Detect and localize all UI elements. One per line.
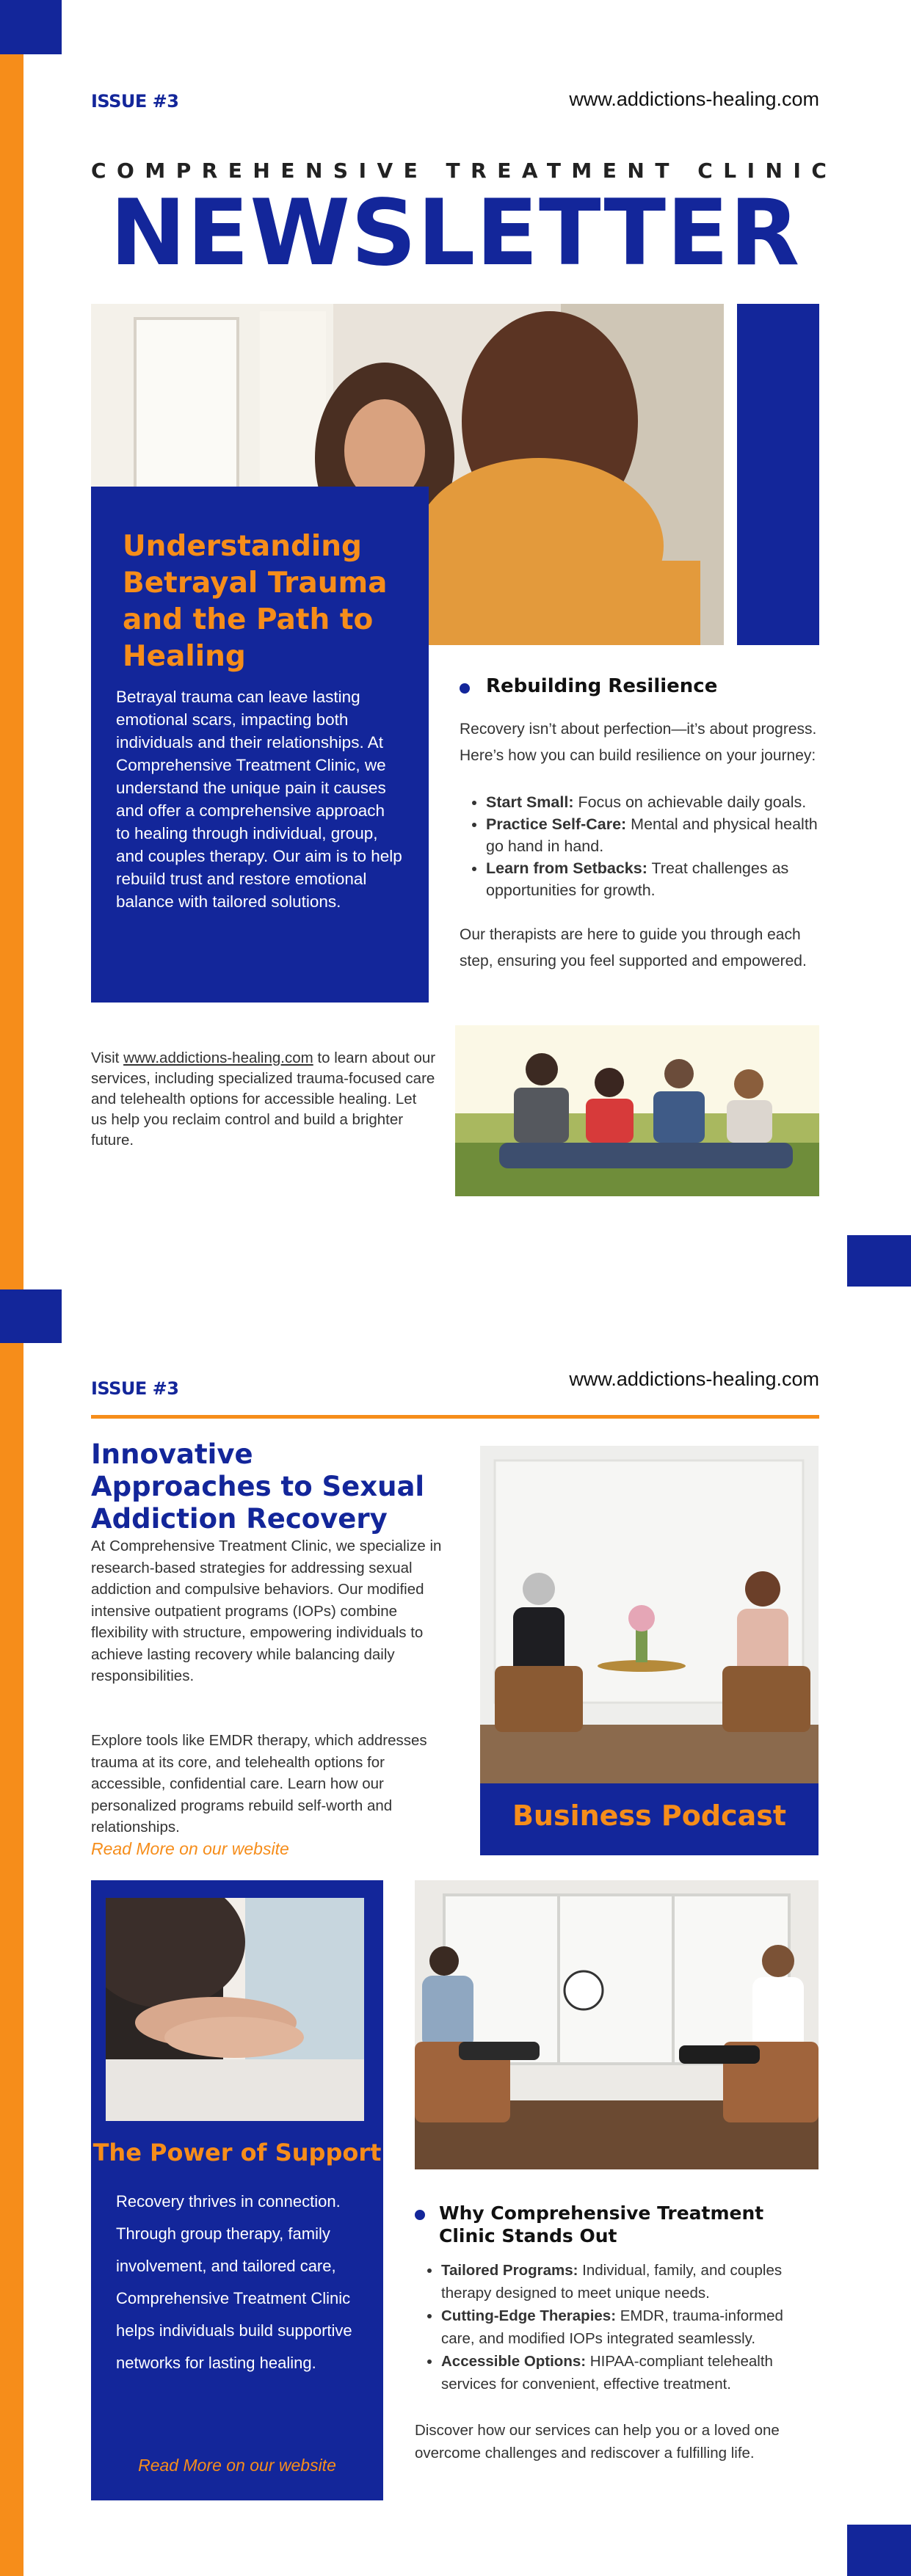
- feature-title: Understanding Betrayal Trauma and the Path to Healing: [123, 530, 388, 673]
- corner-block-middle: [0, 1289, 62, 1343]
- list-item: [486, 791, 822, 813]
- visit-paragraph: [91, 1048, 436, 1151]
- masthead-title: NEWSLETTER: [109, 181, 801, 286]
- article-paragraph-1: At Comprehensive Treatment Clinic, we specialize in research-based strategies for addressing sexual addiction and compulsive behaviors. Our modified intensive outpatient programs (IOPs) combine flexibility with structure, empowering individuals to achieve lasting recovery while balancing daily responsibilities.: [91, 1538, 442, 1684]
- issue-label: ISSUE #3: [91, 91, 179, 112]
- why-outro: Discover how our services can help you or a loved one overcome challenges and rediscover a fulfilling life.: [415, 2422, 780, 2462]
- read-more-link[interactable]: Read More on our website: [91, 1839, 289, 1858]
- support-body: Recovery thrives in connection. Through group therapy, family involvement, and tailored care, Comprehensive Treatment Clinic helps individuals build supportive networks for lasting healing.: [116, 2192, 352, 2372]
- list-item: [441, 2259, 820, 2304]
- corner-block-top: [0, 0, 62, 54]
- list-item: [441, 2304, 820, 2350]
- clinic-name: COMPREHENSIVE TREATMENT CLINIC: [91, 159, 838, 183]
- support-title: The Power of Support: [92, 2139, 382, 2166]
- heading-bullet-icon: [460, 683, 470, 694]
- hero-side-block: [737, 304, 819, 645]
- article-paragraph-2: Explore tools like EMDR therapy, which addresses trauma at its core, and telehealth options for accessible, confidential care. Learn how our personalized programs rebuild self-worth and relationships.: [91, 1732, 427, 1835]
- visit-suffix: to learn about our services, including specialized trauma-focused care and telehealth options for accessible healing. Let us help you reclaim control and build a brighter future.: [91, 1049, 436, 1149]
- list-item-label: Learn from Setbacks:: [486, 859, 647, 877]
- list-item-text: Focus on achievable daily goals.: [573, 793, 807, 811]
- list-item-label: Cutting-Edge Therapies:: [441, 2307, 617, 2324]
- heading-bullet-icon: [415, 2210, 425, 2220]
- list-item-text: HIPAA-compliant telehealth services for convenient, effective treatment.: [441, 2353, 773, 2393]
- list-item-text: Mental and physical health go hand in hand.: [486, 815, 818, 855]
- list-item-label: Accessible Options:: [441, 2353, 587, 2370]
- visit-prefix: Visit: [91, 1049, 124, 1066]
- website-link[interactable]: www.addictions-healing.com: [123, 1049, 313, 1066]
- resilience-intro: Recovery isn’t about perfection—it’s about progress. Here’s how you can build resilience on your journey:: [460, 721, 817, 764]
- why-list: [415, 2259, 820, 2395]
- support-read-more-link[interactable]: Read More on our website: [138, 2456, 336, 2475]
- list-item: [486, 813, 822, 857]
- feature-body: Betrayal trauma can leave lasting emotional scars, impacting both individuals and their relationships. At Comprehensive Treatment Clinic, we understand the unique pain it causes and offer a comprehensive approach to healing through individual, group, and couples therapy. Our aim is to help rebuild trust and restore emotional balance with tailored solutions.: [116, 688, 402, 911]
- podcast-label: Business Podcast: [512, 1800, 787, 1832]
- resilience-outro: Our therapists are here to guide you through each step, ensuring you feel supported and empowered.: [460, 926, 807, 969]
- list-item-label: Start Small:: [486, 793, 574, 811]
- left-accent-bar-2: [0, 1343, 23, 2576]
- article-title: Innovative Approaches to Sexual Addiction Recovery: [91, 1438, 425, 1535]
- divider-orange: [91, 1415, 819, 1419]
- list-item-text: Treat challenges as opportunities for growth.: [486, 859, 789, 899]
- why-heading: Why Comprehensive Treatment Clinic Stands Out: [439, 2202, 764, 2246]
- list-item-text: EMDR, trauma-informed care, and modified IOPs integrated seamlessly.: [441, 2307, 783, 2347]
- group-photo: [455, 1025, 819, 1196]
- list-item: [441, 2350, 820, 2395]
- resilience-heading: Rebuilding Resilience: [486, 675, 718, 697]
- list-item: [486, 857, 822, 901]
- corner-block-bottom: [847, 2525, 911, 2576]
- list-item-label: Tailored Programs:: [441, 2262, 578, 2279]
- left-accent-bar: [0, 54, 23, 1291]
- list-item-label: Practice Self-Care:: [486, 815, 627, 833]
- issue-label: ISSUE #3: [91, 1378, 179, 1399]
- resilience-list: [460, 791, 822, 901]
- podcast-photo: [480, 1446, 819, 1783]
- counseling-photo: [415, 1880, 819, 2169]
- support-photo-holding-hands: [106, 1898, 364, 2121]
- right-accent-block: [847, 1235, 911, 1287]
- website-url[interactable]: www.addictions-healing.com: [569, 1368, 819, 1390]
- list-item-text: Individual, family, and couples therapy designed to meet unique needs.: [441, 2262, 783, 2302]
- website-url[interactable]: www.addictions-healing.com: [569, 88, 819, 110]
